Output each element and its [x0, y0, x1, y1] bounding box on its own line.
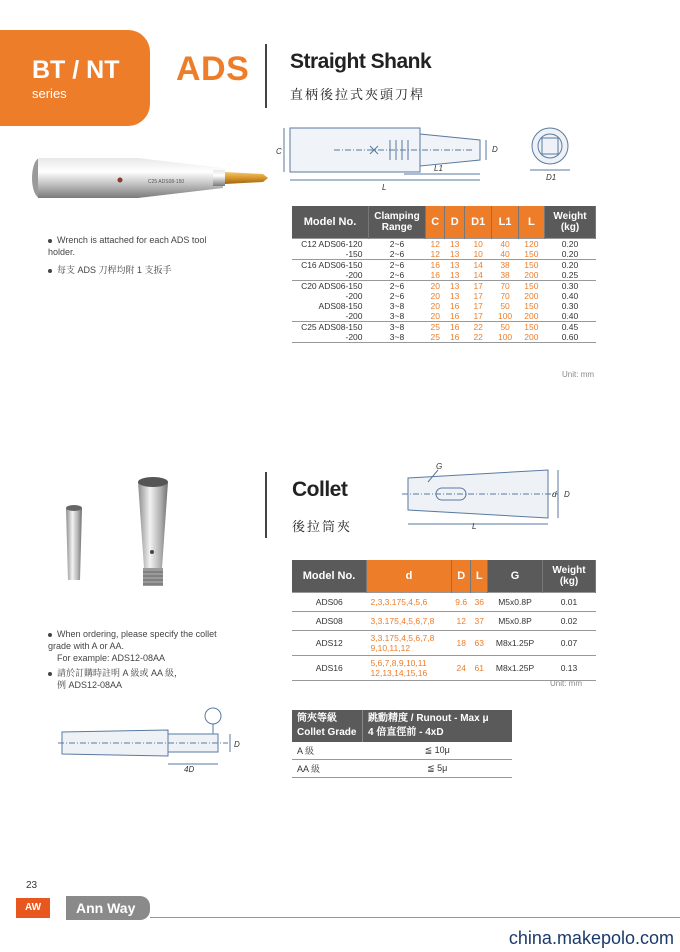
col-weight: Weight (kg) [543, 560, 596, 592]
table-cell: 17 [473, 310, 483, 321]
table-cell: 0.07 [543, 630, 596, 655]
table-cell: 5,6,7,8,9,10,11 12,13,14,15,16 [367, 655, 452, 680]
table-cell: 13 [449, 269, 460, 280]
dim-label: L1 [434, 164, 443, 173]
dim-label: 4D [184, 765, 195, 774]
table-cell: 100 [492, 332, 518, 343]
tool-marking: C25 ADS08-150 [148, 179, 185, 185]
table-row [292, 301, 596, 311]
table-cell: 16 [430, 269, 440, 280]
order-note: When ordering, please specify the collet grade with A or AA. For example: ADS12-08AA 請於訂購時註明 A 級或 AA 級， 例 ADS12-08AA [48, 629, 217, 690]
dim-label: d [552, 490, 557, 499]
table-row [292, 259, 596, 270]
col-d-small: d [367, 560, 452, 592]
table-cell: 25 [426, 321, 445, 332]
grade-header: 筒夾等級 Collet Grade [292, 710, 363, 742]
table-cell: 150 [518, 280, 544, 291]
table-cell: 38 [492, 259, 518, 270]
tool-holder-photo [28, 150, 278, 210]
table-cell: M8x1.25P [488, 630, 543, 655]
table-cell: 70 [492, 280, 518, 291]
table-cell: 20 [430, 300, 440, 311]
table-cell: 17 [473, 300, 483, 311]
table-cell: 16 [449, 310, 460, 321]
table-cell: 3~8 [369, 332, 426, 343]
table-row [292, 332, 596, 343]
dim-label: D1 [546, 173, 557, 182]
col-g: G [488, 560, 543, 592]
straight-shank-table [292, 206, 596, 343]
table-cell: 0.30 [561, 300, 579, 311]
dim-label: D [492, 145, 498, 154]
title-divider [265, 44, 267, 108]
table-cell: 12 [452, 611, 471, 630]
table-row [292, 249, 596, 260]
straight-shank-title: Straight Shank [290, 50, 432, 73]
table-cell: 0.20 [545, 259, 596, 270]
table-cell: 200 [524, 290, 539, 301]
table-cell: 0.25 [561, 269, 579, 280]
table-cell: 38 [500, 269, 510, 280]
table-cell: 13 [445, 238, 464, 249]
table-cell: 150 [518, 259, 544, 270]
col-d: D [452, 560, 471, 592]
col-c: C [426, 206, 445, 238]
table-cell: 70 [500, 290, 510, 301]
table-cell: -200 [345, 310, 363, 321]
table-cell: 14 [464, 259, 492, 270]
shank-end-view [526, 122, 590, 184]
table-cell: C20 ADS06-150 [292, 280, 369, 291]
collet-table [292, 560, 596, 681]
table-cell: 22 [464, 332, 492, 343]
table-row [292, 611, 596, 630]
table-cell: 2~6 [369, 238, 426, 249]
table-cell: 3,3.175,4,5,6,7,8 9,10,11,12 [367, 630, 452, 655]
table-cell: 200 [518, 332, 544, 343]
col-l: L [518, 206, 544, 238]
table-cell: -200 [345, 269, 363, 280]
table-cell: 0.20 [545, 238, 596, 249]
table-cell: 2~6 [369, 259, 426, 270]
table-cell: M5x0.8P [488, 592, 543, 611]
table-cell: 100 [497, 310, 513, 321]
table-cell: 16 [445, 332, 464, 343]
table-cell: C12 ADS06-120 [292, 238, 369, 249]
dim-label: G [436, 462, 443, 471]
collet-divider [265, 472, 267, 538]
table-cell: 20 [430, 310, 440, 321]
series-name: BT / NT [32, 56, 120, 84]
dim-label: C [276, 147, 282, 156]
table-row [292, 291, 596, 301]
col-l1: L1 [492, 206, 518, 238]
table-cell: 0.02 [543, 611, 596, 630]
table-cell: 3~8 [389, 300, 405, 311]
table-cell: 13 [445, 280, 464, 291]
table-cell: 13 [445, 259, 464, 270]
table-cell: 16 [445, 321, 464, 332]
table-cell: 14 [473, 269, 483, 280]
table-cell: 63 [471, 630, 488, 655]
table-cell: ADS08 [292, 611, 367, 630]
table-cell: 20 [426, 280, 445, 291]
collet-photo [58, 472, 198, 592]
straight-shank-subtitle: 直柄後拉式夾頭刀桿 [290, 87, 426, 102]
col-d: D [445, 206, 464, 238]
table-cell: 2~6 [389, 269, 405, 280]
table-cell: 150 [518, 321, 544, 332]
table-cell: 120 [518, 238, 544, 249]
table-cell: 150 [524, 300, 539, 311]
table-cell: 50 [492, 321, 518, 332]
table-cell: 16 [449, 300, 460, 311]
col-weight: Weight (kg) [545, 206, 596, 238]
table-row [292, 270, 596, 281]
table-cell: 3,3.175,4,5,6,7,8 [367, 611, 452, 630]
series-tab [0, 30, 150, 126]
runout-header: 跳動精度 / Runout - Max μ 4 倍直徑前 - 4xD [363, 710, 513, 742]
table-cell: 0.20 [561, 248, 579, 259]
table-row [292, 592, 596, 611]
series-sub: series [32, 86, 67, 101]
table-row: A 級 ≦ 10μ [292, 742, 512, 760]
table-cell: 0.01 [543, 592, 596, 611]
dim-label: L [472, 522, 477, 530]
watermark: china.makepolo.com [508, 928, 674, 948]
col-l: L [471, 560, 488, 592]
table-cell: -200 [292, 332, 369, 343]
table-cell: 13 [449, 290, 460, 301]
table-cell: 16 [426, 259, 445, 270]
unit-label: Unit: mm [562, 370, 594, 379]
table-cell: 50 [500, 300, 510, 311]
table-cell: 0.60 [545, 332, 596, 343]
table-cell: C25 ADS08-150 [292, 321, 369, 332]
collet-subtitle: 後拉筒夾 [292, 519, 353, 534]
table-cell: 17 [473, 290, 483, 301]
collet-unit-label: Unit: mm [550, 679, 582, 688]
table-cell: 0.40 [561, 310, 579, 321]
table-cell: ADS16 [292, 655, 367, 680]
table-row [292, 238, 596, 249]
table-cell: 17 [464, 280, 492, 291]
table-cell: 200 [524, 310, 539, 321]
table-cell: 0.45 [545, 321, 596, 332]
table-cell: 9.6 [452, 592, 471, 611]
table-row [292, 311, 596, 322]
table-cell: -150 [345, 248, 363, 259]
table-cell: 22 [464, 321, 492, 332]
table-row [292, 630, 596, 655]
col-d1: D1 [464, 206, 492, 238]
brand-bar [66, 896, 150, 920]
table-cell: 61 [471, 655, 488, 680]
col-model: Model No. [292, 206, 369, 238]
table-cell: 24 [452, 655, 471, 680]
table-cell: 0.13 [543, 655, 596, 680]
table-cell: 0.30 [545, 280, 596, 291]
table-cell: 13 [449, 248, 460, 259]
table-row: AA 級 ≦ 5μ [292, 760, 512, 778]
table-cell: 36 [471, 592, 488, 611]
table-cell: ADS06 [292, 592, 367, 611]
table-cell: C16 ADS06-150 [292, 259, 369, 270]
table-cell: 12 [430, 248, 440, 259]
runout-drawing [58, 704, 258, 774]
footer-line [150, 917, 680, 918]
shank-drawing [274, 118, 524, 194]
dim-label: D [234, 740, 240, 749]
collet-title: Collet [292, 478, 348, 501]
table-cell: ADS12 [292, 630, 367, 655]
table-cell: -200 [345, 290, 363, 301]
table-cell: 150 [524, 248, 539, 259]
collet-drawing [398, 460, 588, 530]
table-cell: 2~6 [389, 248, 405, 259]
table-cell: 10 [464, 238, 492, 249]
table-cell: 3~8 [389, 310, 405, 321]
table-cell: 40 [500, 248, 510, 259]
table-cell: 37 [471, 611, 488, 630]
table-cell: M5x0.8P [488, 611, 543, 630]
dim-label: D [564, 490, 570, 499]
col-clamping: Clamping Range [369, 206, 426, 238]
table-cell: 18 [452, 630, 471, 655]
table-cell: M8x1.25P [488, 655, 543, 680]
table-cell: 2~6 [369, 280, 426, 291]
table-cell: 20 [430, 290, 440, 301]
product-code: ADS [176, 50, 250, 88]
dim-label: L [382, 183, 387, 192]
table-row [292, 321, 596, 332]
grade-table [292, 710, 512, 778]
table-cell: 0.40 [561, 290, 579, 301]
table-cell: 25 [426, 332, 445, 343]
table-cell: ADS08-150 [318, 300, 363, 311]
table-cell: 2~6 [389, 290, 405, 301]
wrench-note: Wrench is attached for each ADS tool holder. 每支 ADS 刀桿均附 1 支扳手 [48, 235, 207, 275]
brand-name: Ann Way [76, 900, 136, 916]
table-row [292, 655, 596, 680]
col-model: Model No. [292, 560, 367, 592]
table-cell: 10 [473, 248, 483, 259]
table-cell: 2,3,3.175,4,5,6 [367, 592, 452, 611]
table-cell: 200 [524, 269, 539, 280]
table-cell: 3~8 [369, 321, 426, 332]
table-row [292, 280, 596, 291]
page-number: 23 [26, 880, 38, 891]
table-cell: 40 [492, 238, 518, 249]
brand-logo: AW [16, 898, 50, 918]
table-cell: 12 [426, 238, 445, 249]
